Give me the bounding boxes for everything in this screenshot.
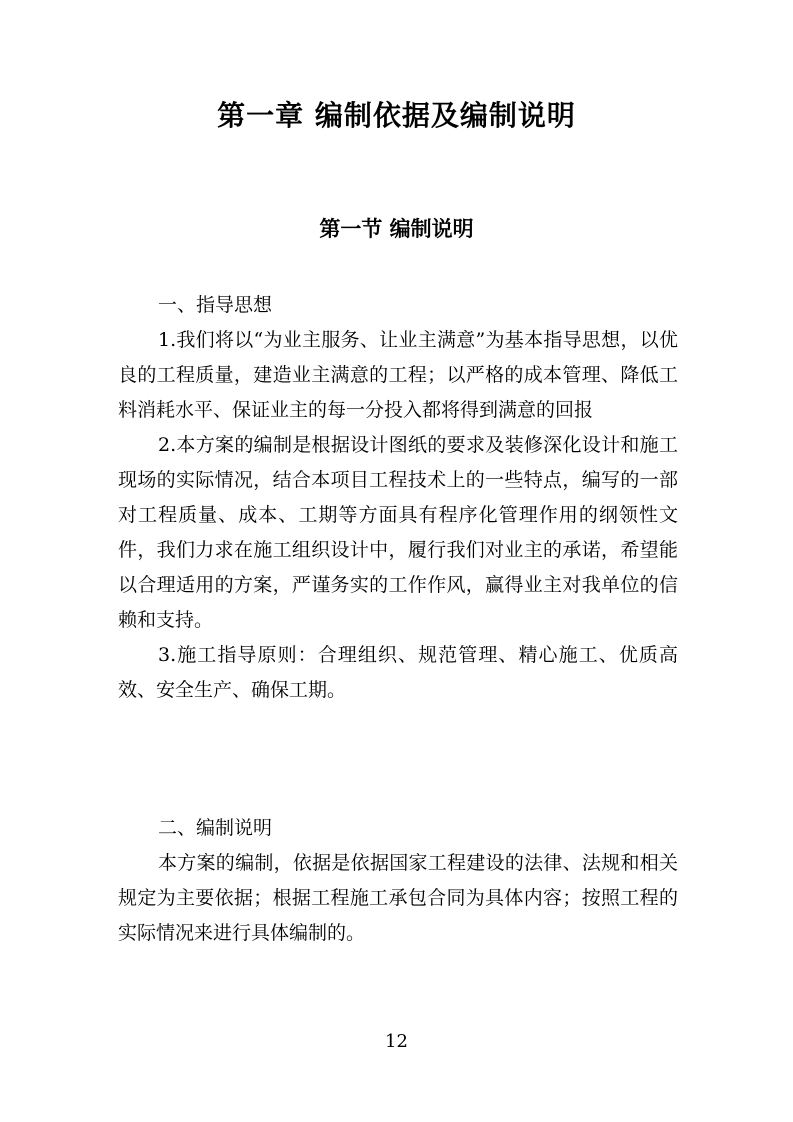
paragraph: 1.我们将以“为业主服务、让业主满意”为基本指导思想，以优良的工程质量，建造业主满意的工程；以严格的成本管理、降低工料消耗水平、保证业主的每一分投入都将得到满意的回报: [118, 329, 678, 421]
compilation-notes-heading: 二、编制说明: [158, 817, 273, 839]
compilation-notes-section: [118, 811, 678, 951]
paragraph: 本方案的编制，依据是依据国家工程建设的法律、法规和相关规定为主要依据；根据工程施工承包合同为具体内容；按照工程的实际情况来进行具体编制的。: [118, 852, 678, 944]
chapter-title: 第一章 编制依据及编制说明: [217, 99, 576, 132]
guiding-ideas-heading: 一、指导思想: [158, 294, 273, 316]
paragraph: 3.施工指导原则：合理组织、规范管理、精心施工、优质高效、安全生产、确保工期。: [118, 644, 678, 701]
guiding-ideas-section: [118, 288, 678, 708]
paragraph: 2.本方案的编制是根据设计图纸的要求及装修深化设计和施工现场的实际情况，结合本项目工程技术上的一些特点，编写的一部对工程质量、成本、工期等方面具有程序化管理作用的纲领性文件，我们力求在施工组织设计中，履行我们对业主的承诺，希望能以合理适用的方案，严谨务实的工作作风，赢得业主对我单位的信赖和支持。: [118, 434, 678, 631]
section-title: 第一节 编制说明: [319, 217, 474, 241]
page-number: 12: [385, 1031, 408, 1052]
